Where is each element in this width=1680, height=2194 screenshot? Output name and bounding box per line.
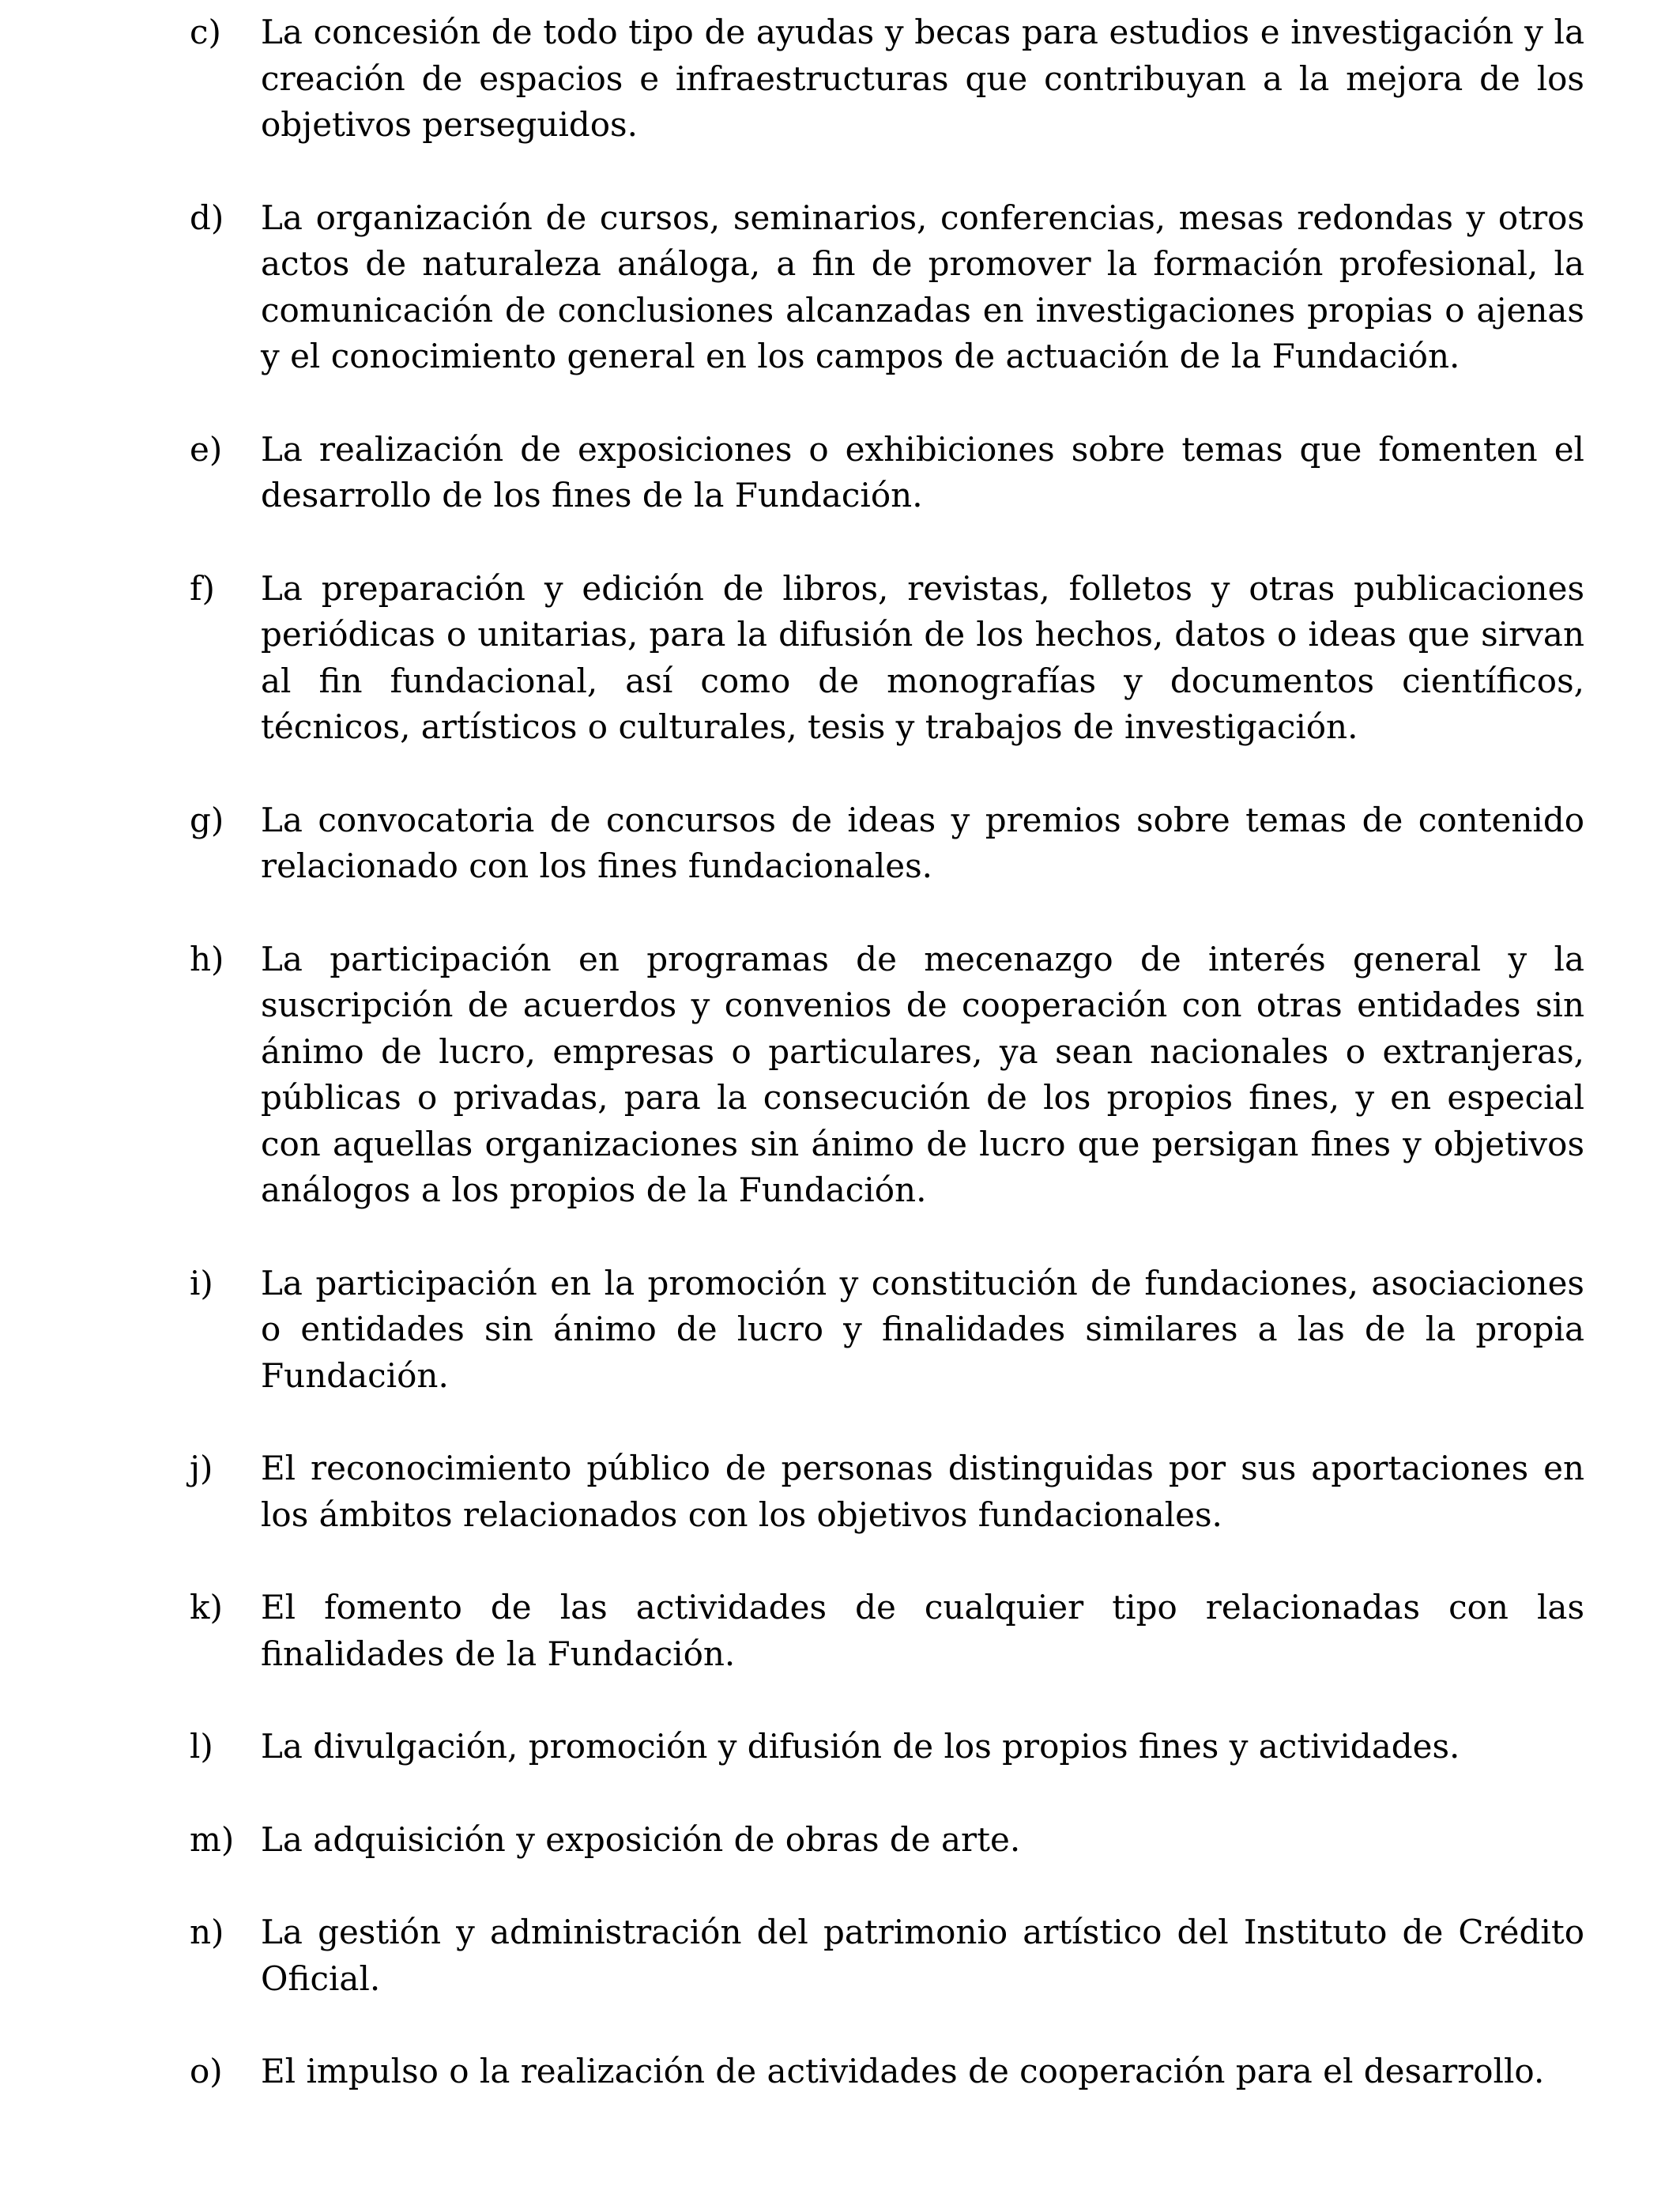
list-item-text: La participación en la promoción y constitución de fundaciones, asociaciones o entidades sin ánimo de lucro y finalidades similares a las de la propia Fundación. (261, 1263, 1584, 1395)
list-item-text: El fomento de las actividades de cualquier tipo relacionadas con las finalidades de la Fundación. (261, 1588, 1584, 1673)
list-item (0, 1585, 1680, 1677)
list-item (0, 9, 1680, 149)
list-item-marker: g) (190, 800, 224, 839)
list-item (0, 937, 1680, 1214)
list-item (0, 566, 1680, 751)
list-item (0, 2049, 1680, 2095)
list-item-marker: d) (190, 198, 224, 237)
list-item-marker: i) (190, 1263, 213, 1302)
list-item-text: La realización de exposiciones o exhibiciones sobre temas que fomenten el desarrollo de los fines de la Fundación. (261, 429, 1584, 515)
list-item-marker: o) (190, 2052, 223, 2090)
activities-list (0, 9, 1680, 2142)
list-item (0, 1446, 1680, 1538)
list-item-text: La concesión de todo tipo de ayudas y becas para estudios e investigación y la creación de espacios e infraestructuras que contribuyan a la mejora de los objetivos perseguidos. (261, 13, 1584, 144)
list-item (0, 1261, 1680, 1400)
list-item-marker: e) (190, 429, 223, 469)
list-item-marker: h) (190, 939, 224, 978)
list-item (0, 1724, 1680, 1770)
list-item-marker: c) (190, 13, 221, 51)
list-item-marker: m) (190, 1819, 235, 1859)
list-item-text: La gestión y administración del patrimonio artístico del Instituto de Crédito Oficial. (261, 1913, 1584, 1998)
list-item-text: La convocatoria de concursos de ideas y premios sobre temas de contenido relacionado con los fines fundacionales. (261, 800, 1584, 885)
list-item-marker: l) (190, 1727, 213, 1766)
list-item-text: La adquisición y exposición de obras de arte. (261, 1819, 1021, 1859)
list-item (0, 797, 1680, 890)
list-item-text: La divulgación, promoción y difusión de los propios fines y actividades. (261, 1727, 1460, 1766)
list-item (0, 1909, 1680, 2002)
list-item-marker: n) (190, 1913, 224, 1951)
list-item-text: El reconocimiento público de personas distinguidas por sus aportaciones en los ámbitos relacionados con los objetivos fundacionales. (261, 1449, 1584, 1534)
list-item-text: La organización de cursos, seminarios, conferencias, mesas redondas y otros actos de naturaleza análoga, a fin de promover la formación profesional, la comunicación de conclusiones alcanzadas en investigaciones propias o ajenas y el conocimiento general en los campos de actuación de la Fundación. (261, 198, 1584, 375)
list-item-text: El impulso o la realización de actividades de cooperación para el desarrollo. (261, 2052, 1545, 2090)
list-item-marker: f) (190, 568, 215, 608)
list-item (0, 1817, 1680, 1864)
list-item (0, 427, 1680, 519)
list-item (0, 195, 1680, 380)
list-item-text: La preparación y edición de libros, revistas, folletos y otras publicaciones periódicas o unitarias, para la difusión de los hechos, datos o ideas que sirvan al fin fundacional, así como de monografías y documentos científicos, técnicos, artísticos o culturales, tesis y trabajos de investigación. (261, 568, 1584, 746)
list-item-marker: k) (190, 1588, 223, 1627)
list-item-text: La participación en programas de mecenazgo de interés general y la suscripción de acuerdos y convenios de cooperación con otras entidades sin ánimo de lucro, empresas o particulares, ya sean nacionales o extranjeras, públicas o privadas, para la consecución de los propios fines, y en especial con aquellas organizaciones sin ánimo de lucro que persigan fines y objetivos análogos a los propios de la Fundación. (261, 939, 1584, 1209)
list-item-marker: j) (190, 1449, 213, 1487)
